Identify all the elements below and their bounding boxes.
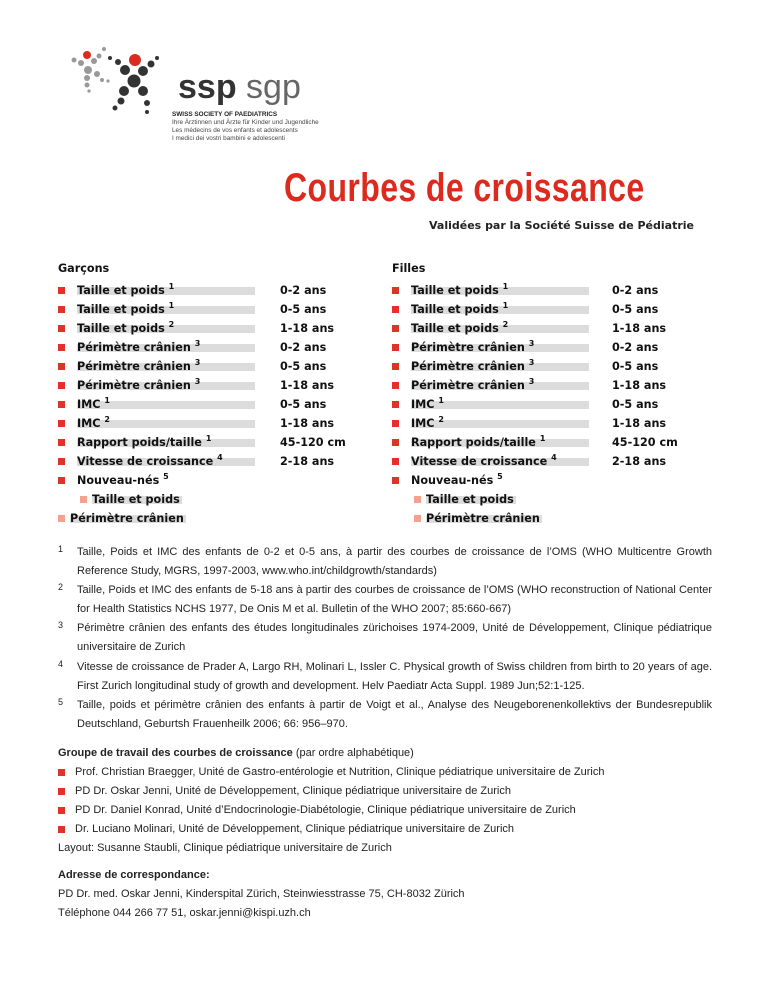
footnote: 4 Vitesse de croissance de Prader A, Largo RH, Molinari L, Issler C. Physical growth of Swiss children from birth to 20 years of age. First Zurich longitudinal study of growth and development. Helv Paediatr Acta Suppl. 1989 Jun;52:1-125. (58, 658, 712, 692)
member-item: PD Dr. Oskar Jenni, Unité de Développement, Clinique pédiatrique universitaire de Zurich (58, 782, 712, 801)
chart-range: 0-2 ans (612, 284, 659, 297)
chart-range: 1-18 ans (612, 322, 667, 335)
chart-link-item[interactable] (58, 433, 358, 452)
footnote-ref: 3 (528, 358, 535, 367)
footnote-ref: 2 (104, 415, 110, 424)
chart-link-item[interactable] (58, 414, 358, 433)
bullet-square-icon (392, 401, 399, 408)
chart-range: 45-120 cm (612, 436, 678, 449)
chart-range: 2-18 ans (280, 455, 335, 468)
bullet-square-icon (392, 458, 399, 465)
chart-range: 0-2 ans (280, 341, 327, 354)
chart-range: 0-5 ans (280, 398, 327, 411)
chart-label: Taille et poids (77, 322, 165, 335)
bullet-square-icon (392, 344, 399, 351)
chart-link-item[interactable] (392, 433, 712, 452)
chart-link-item[interactable] (58, 452, 358, 471)
chart-label: Taille et poids (77, 284, 165, 297)
footnote-ref: 3 (194, 377, 201, 386)
chart-link-item[interactable] (58, 395, 358, 414)
bullet-square-icon (58, 306, 65, 313)
bullet-square-icon (392, 420, 399, 427)
footnote-ref: 4 (217, 453, 223, 462)
footnote-ref: 1 (168, 301, 175, 310)
chart-label: Taille et poids (77, 303, 165, 316)
bullet-square-icon (392, 439, 399, 446)
bullet-square-icon (414, 515, 421, 522)
chart-link-item[interactable] (392, 300, 712, 319)
newborn-item: Nouveau-nés $^5$ (392, 471, 712, 490)
footnote: 5 Taille, poids et périmètre crânien des enfants à partir de Voigt et al., Analyse des Neugeborenenkollektivs der Bundesrepublik Deutschland, Geburtsh Frauenheilk 2006; 66: 956–970. (58, 696, 712, 730)
bullet-square-icon (414, 496, 421, 503)
bullet-square-icon (58, 325, 65, 332)
bullet-square-icon (392, 287, 399, 294)
chart-link-item[interactable] (392, 395, 712, 414)
footnote-ref: 1 (539, 434, 546, 443)
chart-range: 2-18 ans (612, 455, 667, 468)
footnote-ref: 2 (168, 320, 175, 329)
working-group: Groupe de travail des courbes de croissance (par ordre alphabétique) Prof. Christian Braegger, Unité de Gastro-entérologie et Nutrition, Clinique pédiatrique universitaire de Zurich PD Dr. Oskar Jenni, Unité de Développement, Clinique pédiatrique universitaire de Zurich PD Dr. Daniel Konrad, Unité d’Endocrinologie-Diabétologie, Clinique pédiatrique universitaire de Zurich Dr. Luciano Molinari, Unité de Développement, Clinique pédiatrique universitaire de Zurich Layout: Susanne Staubli, Clinique pédiatrique universitaire de Zurich (58, 744, 712, 858)
chart-link-item[interactable] (392, 338, 712, 357)
chart-range: 0-5 ans (280, 360, 327, 373)
bullet-square-icon (58, 344, 65, 351)
bullet-square-icon (58, 788, 65, 795)
girls-chart-list (392, 262, 712, 528)
chart-label: Périmètre crânien (77, 379, 191, 392)
column-heading: Garçons (58, 262, 110, 275)
page-title: Courbes de croissance (284, 166, 645, 210)
footnote-ref: 2 (502, 320, 509, 329)
chart-label: Taille et poids (411, 303, 499, 316)
chart-link-item[interactable] (58, 319, 358, 338)
member-item: Dr. Luciano Molinari, Unité de Développement, Clinique pédiatrique universitaire de Zurich (58, 820, 712, 839)
member-item: Prof. Christian Braegger, Unité de Gastro-entérologie et Nutrition, Clinique pédiatrique universitaire de Zurich (58, 763, 712, 782)
bullet-square-icon (58, 439, 65, 446)
chart-label: Rapport poids/taille (411, 436, 536, 449)
chart-link-item[interactable] (392, 319, 712, 338)
chart-link-item[interactable] (58, 300, 358, 319)
newborn-sub-item[interactable]: Périmètre crânien (58, 509, 358, 528)
footnote-ref: 1 (205, 434, 212, 443)
chart-label: Périmètre crânien (77, 360, 191, 373)
bottom-content (58, 543, 712, 923)
bullet-square-icon (58, 515, 65, 522)
bullet-square-icon (80, 496, 87, 503)
member-item: PD Dr. Daniel Konrad, Unité d’Endocrinologie-Diabétologie, Clinique pédiatrique universitaire de Zurich (58, 801, 712, 820)
chart-label: Périmètre crânien (411, 341, 525, 354)
page-subtitle: Validées par la Société Suisse de Pédiatrie (429, 219, 694, 232)
footnotes (58, 543, 712, 734)
column-heading: Filles (392, 262, 426, 275)
chart-link-item[interactable] (392, 376, 712, 395)
bullet-square-icon (392, 477, 399, 484)
chart-label: IMC (77, 417, 101, 430)
bullet-square-icon (58, 287, 65, 294)
footnote-ref: 1 (438, 396, 444, 405)
chart-range: 45-120 cm (280, 436, 346, 449)
chart-link-item[interactable] (392, 357, 712, 376)
society-tagline: SWISS SOCIETY OF PAEDIATRICS Ihre Ärztinnen und Ärzte für Kinder und Jugendliche Les médecins de vos enfants et adolescents I medici dei vostri bambini e adolescenti (172, 111, 319, 142)
chart-label: Périmètre crânien (411, 379, 525, 392)
footnote-ref: 1 (502, 282, 509, 291)
chart-label: Rapport poids/taille (77, 436, 202, 449)
chart-range: 1-18 ans (612, 417, 667, 430)
footnote-ref: 2 (438, 415, 444, 424)
chart-link-item[interactable] (392, 281, 712, 300)
bullet-square-icon (392, 306, 399, 313)
chart-label: Vitesse de croissance (411, 455, 548, 468)
chart-link-item[interactable] (392, 414, 712, 433)
chart-range: 1-18 ans (280, 322, 335, 335)
footnote-ref: 1 (168, 282, 175, 291)
chart-label: Périmètre crânien (77, 341, 191, 354)
bullet-square-icon (58, 363, 65, 370)
footnote-ref: 1 (502, 301, 509, 310)
chart-label: IMC (77, 398, 101, 411)
bullet-square-icon (58, 477, 65, 484)
footnote: 2 Taille, Poids et IMC des enfants de 5-18 ans à partir des courbes de croissance de l’OMS (WHO reconstruction of National Center for Health Statistics NCHS 1977, De Onis M et al. Bulletin of the WHO 2007; 85:660-667) (58, 582, 712, 616)
footnote: 1 Taille, Poids et IMC des enfants de 0-2 et 0-5 ans, à partir des courbes de croissance de l’OMS (WHO Multicentre Growth Reference Study, MGRS, 1997-2003, www.who.int/childgrowth/standards) (58, 544, 712, 578)
bullet-square-icon (58, 458, 65, 465)
bullet-square-icon (58, 807, 65, 814)
footnote: 3 Périmètre crânien des enfants des études longitudinales zürichoises 1974-2009, Unité de Développement, Clinique pédiatrique universitaire de Zurich (58, 620, 712, 654)
chart-range: 0-5 ans (612, 398, 659, 411)
chart-range: 1-18 ans (612, 379, 667, 392)
chart-link-item[interactable] (58, 376, 358, 395)
footnote-ref: 1 (104, 396, 110, 405)
newborn-sub-item[interactable]: Taille et poids (392, 490, 712, 509)
footnote-ref: 3 (194, 339, 201, 348)
bullet-square-icon (392, 363, 399, 370)
bullet-square-icon (58, 401, 65, 408)
chart-label: Taille et poids (411, 284, 499, 297)
chart-range: 0-5 ans (612, 303, 659, 316)
chart-range: 0-2 ans (612, 341, 659, 354)
chart-label: Vitesse de croissance (77, 455, 218, 468)
footnote-ref: 3 (528, 339, 535, 348)
bullet-square-icon (58, 420, 65, 427)
chart-label: Périmètre crânien (411, 360, 525, 373)
newborn-sub-item[interactable]: Périmètre crânien (392, 509, 712, 528)
footnote-ref: 3 (194, 358, 201, 367)
chart-label: IMC (411, 398, 435, 411)
chart-range: 1-18 ans (280, 417, 335, 430)
boys-chart-list (58, 262, 358, 528)
newborn-item: Nouveau-nés $^5$ (58, 471, 358, 490)
newborn-sub-item[interactable]: Taille et poids (58, 490, 358, 509)
chart-link-item[interactable] (392, 452, 712, 471)
bullet-square-icon (392, 325, 399, 332)
bullet-square-icon (392, 382, 399, 389)
chart-link-item[interactable] (58, 357, 358, 376)
bullet-square-icon (58, 769, 65, 776)
bullet-square-icon (58, 826, 65, 833)
footnote-ref: 4 (551, 453, 557, 462)
brand-name: ssp sgp (178, 68, 301, 106)
chart-link-item[interactable] (58, 281, 358, 300)
chart-link-item[interactable] (58, 338, 358, 357)
chart-label: Taille et poids (411, 322, 499, 335)
chart-label: IMC (411, 417, 435, 430)
chart-range: 0-5 ans (280, 303, 327, 316)
correspondence-address: Adresse de correspondance: PD Dr. med. Oskar Jenni, Kinderspital Zürich, Steinwiesstrasse 75, CH-8032 Zürich Téléphone 044 266 77 51, oskar.jenni@kispi.uzh.ch (58, 868, 465, 919)
chart-range: 1-18 ans (280, 379, 335, 392)
footnote-ref: 3 (528, 377, 535, 386)
chart-range: 0-5 ans (612, 360, 659, 373)
bullet-square-icon (58, 382, 65, 389)
chart-range: 0-2 ans (280, 284, 327, 297)
